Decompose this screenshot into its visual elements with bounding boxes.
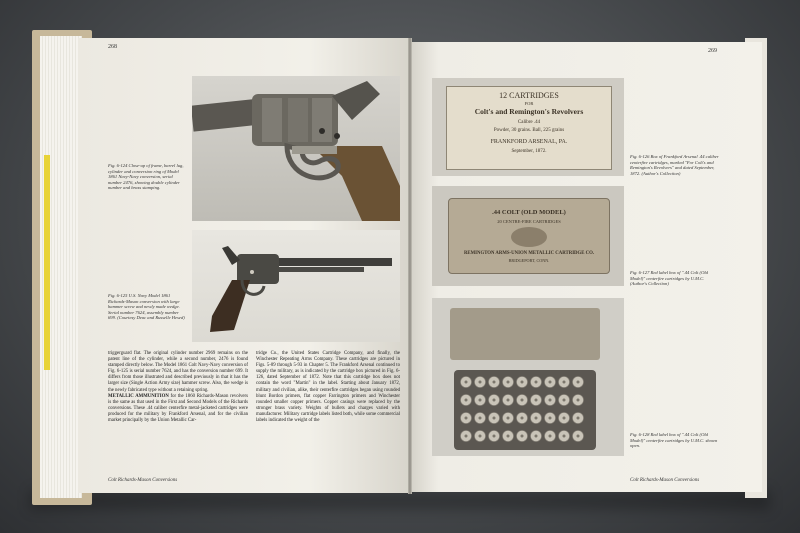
left-column-text [108,351,248,424]
box1-line-7: September, 1872. [511,149,547,154]
umc-box-label [448,198,610,274]
box1-line-3: Colt's and Remington's Revolvers [474,107,584,116]
box2-line-4: BRIDGEPORT, CONN. [508,258,550,263]
frankford-cartridge-box-photo [432,78,624,176]
left-page [78,38,408,493]
box-tray [454,370,596,450]
right-column-text: tridge Co., the United States Cartridge Company, and finally, the Winchester Repeating Arms Company. These cartridges are pictured in Figs. 5-89 through 5-93 in Chapter 5. The Frankford Arsenal continued to supply the military, as is indicated by the cartridge box pictured in Fig. 6-126, dated September of 1872. Note that this cartridge box does not contain the word "Martin" in the label. Starting about January 1872, military and civilian, alike, their centerfire cartridges began using rounded blunt Bordon primers, flat copper Farrington primers and Winchester rounded smaller copper primers. Copper casings were replaced by the stronger brass variety. Weights of bullets and charges varied with manufacturer. Military cartridge labels listed both, while some commercial labels indicated the weight of the [256,351,400,424]
box1-line-5: Powder, 30 grains. Ball, 225 grains [493,128,565,133]
box1-line-6: FRANKFORD ARSENAL, PA. [490,139,568,145]
col1-paragraph: triggerguard flat. The original cylinder number 2969 remains on the patent line of the cylinder, while a second number, 2476 is found stamped directly below. The Model 1861 Colt Navy-Navy conversion of Fig. 6-125 is serial number 7624, and has the conversion number 699. It differs from those illustrated and described previously in that it has the larger size (Single Action Army size) hammer screw. Also, the wedge is the newly fabricated type without a retaining spring. [108,351,248,393]
footer-left: Colt Richards-Mason Conversions [108,478,178,483]
right-page [410,42,762,492]
navy-revolver-photo [192,230,400,342]
fig-124-caption: Fig. 6-124 Close-up of frame, barrel lug, cylinder and conversion ring of Model 1861 Navy-Navy conversion, serial number 2476, showing double cylinder number and brass stamping. [108,163,184,191]
metallic-ammunition-heading: METALLIC AMMUNITION [108,393,169,399]
box1-line-4: Calibre .44 [517,120,541,125]
page-number-right: 269 [708,48,717,54]
fig-128-caption: Fig. 6-128 Red label box of ".44 Colt (Old Model)" centerfire cartridges by U.M.C. shown open. [630,432,718,449]
box-lid [450,308,600,360]
page-number-left: 268 [108,44,117,50]
footer-right: Colt Richards-Mason Conversions [630,478,700,483]
book-gutter [408,38,412,494]
fig-126-caption: Fig. 6-126 Box of Frankford Arsenal .44 caliber centerfire cartridges, marked "For Colt's and Remington's Revolvers" and dated September, 1872. (Author's Collection) [630,154,719,176]
open-cartridge-box-photo [432,298,624,456]
cartridges-grid [454,370,596,450]
umc-cartridge-box-photo [432,186,624,286]
yellow-bookmark-tab [44,155,50,370]
revolver-closeup-photo [192,76,400,221]
book-shadow [30,490,770,510]
box2-line-3: REMINGTON ARMS-UNION METALLIC CARTRIDGE CO. [463,251,595,256]
box-emblem [511,227,547,247]
fig-125-caption: Fig. 6-125 U.S. Navy Model 1861 Richards-Mason conversion with large hammer screw and newly made wedge. Serial number 7624, assembly number 699. (Courtesy Deac and Russelle Hesed) [108,293,185,321]
box1-line-1: 12 CARTRIDGES [499,91,559,100]
fig-127-caption: Fig. 6-127 Red label box of ".44 Colt (Old Model)" centerfire cartridges by U.M.C. (Author's Collection) [630,270,708,287]
col1-paragraph-2: for the 1860 Richards-Mason revolvers is the same as that used in the First and Second Models of the Richards conversions. These .44 caliber centerfire metal-jacketed cartridges were produced for the military by Frankford Arsenal, and for the civilian market principally by the Union Metallic Car- [108,393,248,424]
box1-line-2: FOR [524,101,534,106]
frankford-box-label [446,86,612,170]
box2-line-1: .44 COLT (OLD MODEL) [492,209,566,216]
box2-line-2: 20 CENTRE-FIRE CARTRIDGES [497,219,561,224]
